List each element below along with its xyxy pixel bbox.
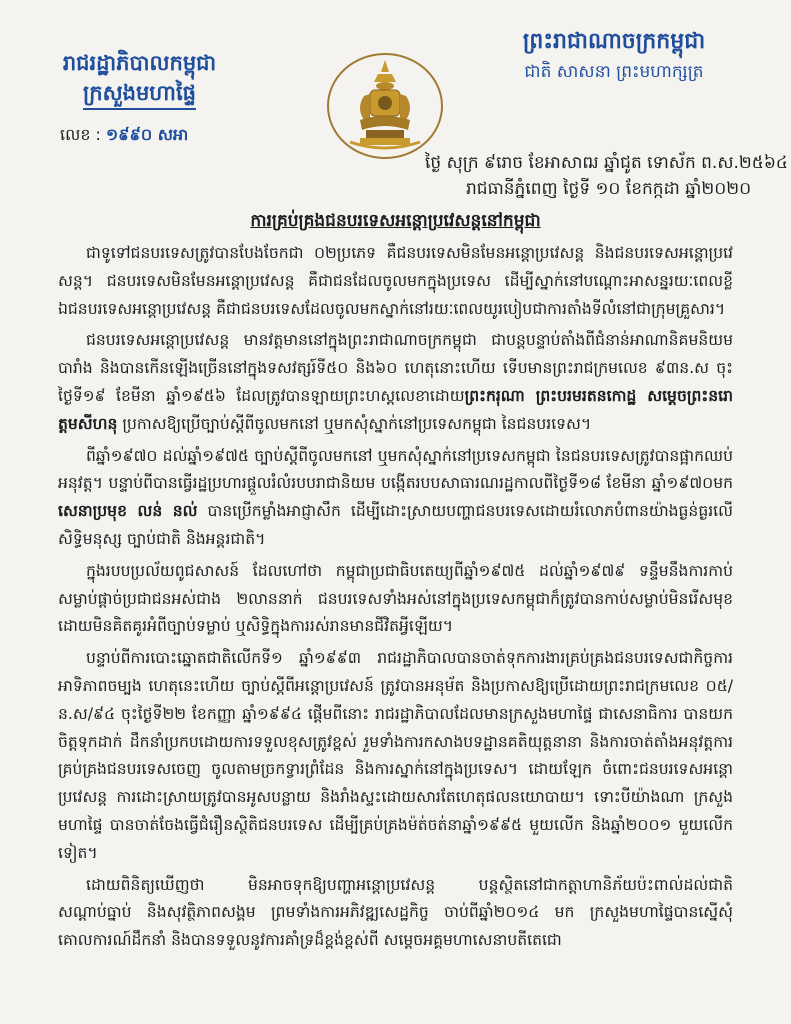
- kingdom-header: [498, 26, 730, 86]
- paragraph-3: [58, 443, 733, 554]
- national-motto: ជាតិ សាសនា ព្រះមហាក្សត្រ: [524, 62, 704, 82]
- paragraph-2-text-a: ជនបរទេសអន្តោប្រវេសន្ត មានវត្តមាននៅក្នុងព្រះរាជាណាចក្រកម្ពុជា ជាបន្តបន្ទាប់តាំងពីជំនាន់អាណានិគមនិយមបារាំង និងបានកើនឡើងច្រើននៅក្នុងទសវត្សរ៍ទី៥០ និង៦០ ហេតុនោះហើយ ទើបមានព្រះរាជក្រមលេខ ៩៣ន.ស ចុះថ្ងៃទី១៩ ខែមីនា ឆ្នាំ១៩៥៦ ដែលត្រូវបានឡាយព្រះហស្ដលេខាដោយ: [58, 331, 733, 405]
- ministry-name: ក្រសួងមហាផ្ទៃ: [83, 78, 196, 110]
- paragraph-3-text-a: ពីឆ្នាំ១៩៧០ ដល់ឆ្នាំ១៩៧៥ ច្បាប់ស្ដីពីចូលមកនៅ ឬមកសុំស្នាក់នៅប្រទេសកម្ពុជា នៃជនបរទេសត្រូវបានផ្អាកឈប់អនុវត្ត។ បន្ទាប់ពីបានធ្វើរដ្ឋប្រហារផ្ដួលរំលំរបបរាជានិយម បង្កើតរបបសាធារណរដ្ឋកាលពីថ្ងៃទី១៨ ខែមីនា ឆ្នាំ១៩៧០មក: [58, 446, 733, 493]
- paragraph-2-king-name: ព្រះករុណា ព្រះបរមរតនកោដ្ឋ សម្ដេចព្រះនរោត្ដមសីហនុ: [58, 386, 733, 433]
- document-title: ការគ្រប់គ្រងជនបរទេសអន្តោប្រវេសន្តនៅកម្ពុជា: [250, 211, 541, 231]
- solar-date: រាជធានីភ្នំពេញ ថ្ងៃទី ១០ ខែកក្កដា ឆ្នាំ២០២០: [466, 179, 752, 199]
- paragraph-3-marshal-name: សេនាប្រមុខ លន់ នល់: [58, 502, 198, 521]
- lunar-date: ថ្ងៃ សុក្រ ៩រោច ខែអាសាឍ ឆ្នាំជូត ទោស័ក ព.ស.២៥៦៤: [425, 153, 788, 173]
- royal-coat-of-arms-icon: [326, 52, 444, 160]
- paragraph-1: ជាទូទៅជនបរទេសត្រូវបានបែងចែកជា ០២ប្រភេទ គឺជនបរទេសមិនមែនអន្តោប្រវេសន្ត និងជនបរទេសអន្តោប្រវេសន្ត។ ជនបរទេសមិនមែនអន្តោប្រវេសន្ត គឺជាជនដែលចូលមកក្នុងប្រទេស ដើម្បីស្នាក់នៅបណ្ដោះអាសន្នរយៈពេលខ្លី ឯជនបរទេសអន្តោប្រវេសន្ត គឺជាជនបរទេសដែលចូលមកស្នាក់នៅរយៈពេលយូរបៀបជាការតាំងទីលំនៅជាក្រុមគ្រួសារ។: [58, 244, 733, 318]
- paragraph-3-text-b: បានប្រើកម្លាំងអាជ្ញាសឹក ដើម្បីដោះស្រាយបញ្ហាជនបរទេសដោយរំលោភបំពានយ៉ាងធ្ងន់ធ្ងរលើសិទ្ធិមនុស្ស ច្បាប់ជាតិ និងអន្តរជាតិ។: [58, 502, 733, 548]
- paragraph-5: បន្ទាប់ពីការបោះឆ្នោតជាតិលើកទី១ ឆ្នាំ១៩៩៣ រាជរដ្ឋាភិបាលបានចាត់ទុកការងារគ្រប់គ្រងជនបរទេសជាកិច្ចការអាទិភាពចម្បង ហេតុនេះហើយ ច្បាប់ស្ដីពីអន្តោប្រវេសន៍ ត្រូវបានអនុម័ត និងប្រកាសឱ្យប្រើដោយព្រះរាជក្រមលេខ ០៥/ន.ស/៩៤ ចុះថ្ងៃទី២២ ខែកញ្ញា ឆ្នាំ១៩៩៤ ផ្ដើមពីនោះ រាជរដ្ឋាភិបាលដែលមានក្រសួងមហាផ្ទៃ ជាសេនាធិការ បានយកចិត្តទុកដាក់ ដឹកនាំប្រកបដោយការទទួលខុសត្រូវខ្ពស់ រួមទាំងការកសាងបទដ្ឋានគតិយុត្តនានា និងការចាត់តាំងអនុវត្តការគ្រប់គ្រងជនបរទេសចេញ ចូលតាមច្រកទ្វារព្រំដែន និងការស្នាក់នៅក្នុងប្រទេស។ ដោយឡែក ចំពោះជនបរទេសអន្តោប្រវេសន្ត ការដោះស្រាយត្រូវបានអូសបន្លាយ និងរាំងស្ទះដោយសារតែហេតុផលនយោបាយ។ ទោះបីយ៉ាងណា ក្រសួងមហាផ្ទៃ បានចាត់ចែងធ្វើជំរឿនស្ថិតិជនបរទេស ដើម្បីគ្រប់គ្រងម៉ត់ចត់នាឆ្នាំ១៩៩៥ មួយលើក និងឆ្នាំ២០០១ មួយលើកទៀត។: [58, 649, 733, 862]
- reference-label: លេខ :: [60, 125, 101, 144]
- reference-value: ១៩៩០ សអា: [106, 125, 189, 144]
- paragraph-2-text-b: ប្រកាសឱ្យប្រើច្បាប់ស្ដីពីចូលមកនៅ ឬមកសុំស្នាក់នៅប្រទេសកម្ពុជា នៃជនបរទេស។: [117, 414, 592, 433]
- kingdom-name: ព្រះរាជាណាចក្រកម្ពុជា: [522, 29, 706, 54]
- government-name: រាជរដ្ឋាភិបាលកម្ពុជា: [62, 51, 217, 75]
- ministry-header: [52, 48, 227, 110]
- paragraph-6: ដោយពិនិត្យឃើញថា មិនអាចទុកឱ្យបញ្ហាអន្តោប្រវេសន្ត បន្តស្ថិតនៅជាកត្តាហានិភ័យប៉ះពាល់ដល់ជាតិ សណ្ដាប់ធ្នាប់ និងសុវត្ថិភាពសង្គម ព្រមទាំងការអភិវឌ្ឍសេដ្ឋកិច្ច ចាប់ពីឆ្នាំ២០១៤ មក ក្រសួងមហាផ្ទៃបានស្នើសុំគោលការណ៍ដឹកនាំ និងបានទទួលនូវការគាំទ្រដ៏ខ្ពង់ខ្ពស់ពី សម្ដេចអគ្គមហាសេនាបតីតេជោ: [58, 875, 733, 950]
- paragraph-4: ក្នុងរបបប្រល័យពូជសាសន៍ ដែលហៅថា កម្ពុជាប្រជាធិបតេយ្យពីឆ្នាំ១៩៧៥ ដល់ឆ្នាំ១៩៧៩ ទន្ទឹមនឹងការកាប់សម្លាប់ផ្ដាច់ប្រជាជនអស់ជាង ២លាននាក់ ជនបរទេសទាំងអស់នៅក្នុងប្រទេសកម្ពុជាក៏ត្រូវបានកាប់សម្លាប់មិនរើសមុខដោយមិនគិតគូរអំពីច្បាប់ទម្លាប់ ឬសិទ្ធិក្នុងការរស់រានមានជីវិតអ្វីឡើយ។: [58, 561, 733, 636]
- reference-number: [60, 124, 188, 148]
- document-body: [58, 240, 733, 959]
- paragraph-2: [58, 327, 733, 438]
